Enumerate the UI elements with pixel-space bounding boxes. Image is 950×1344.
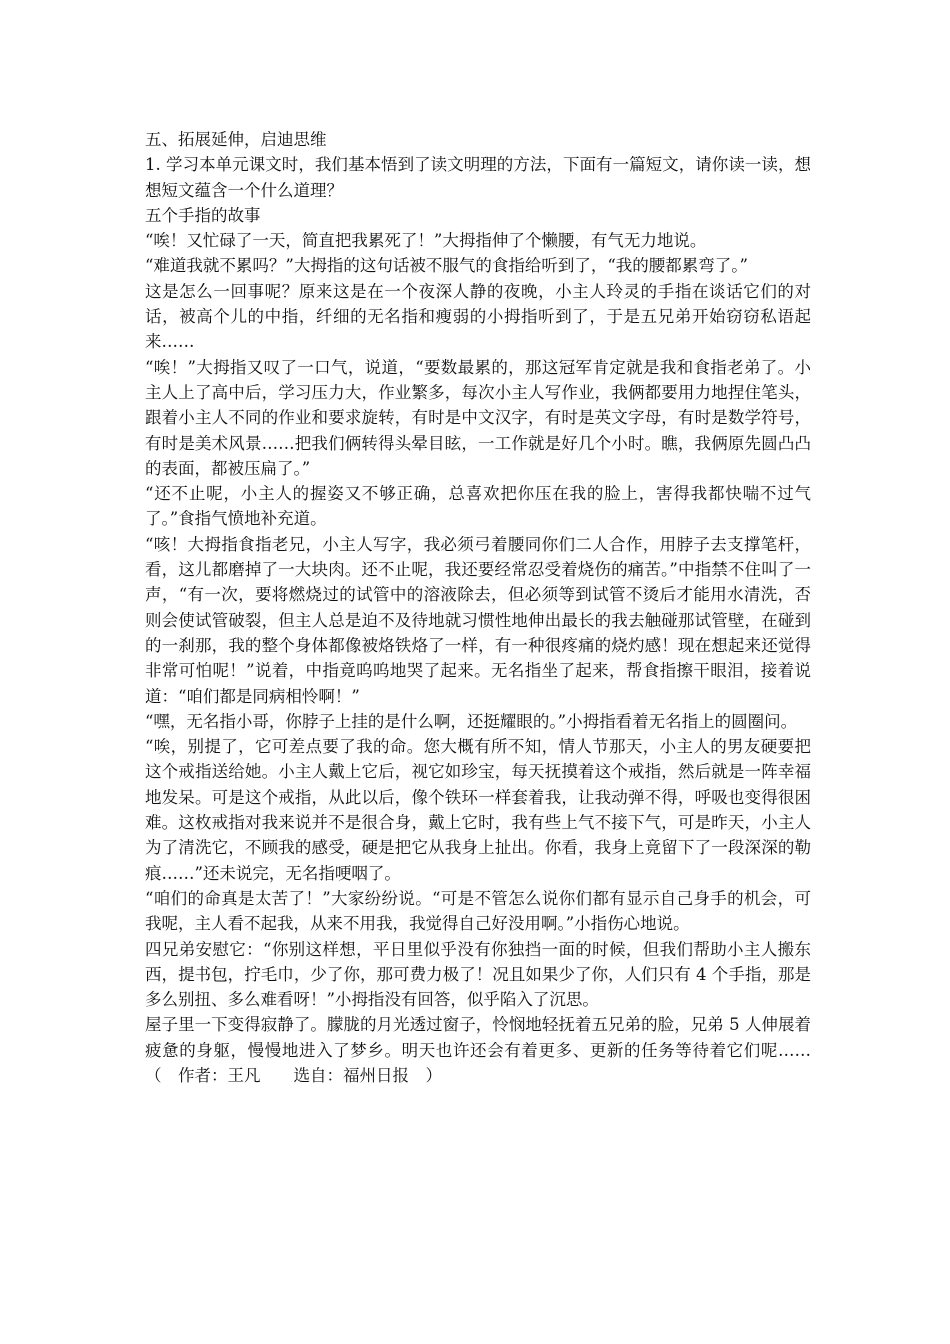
story-paragraph: “难道我就不累吗？”大拇指的这句话被不服气的食指给听到了，“我的腰都累弯了。” [145,256,748,276]
story-paragraph: “嘿，无名指小哥，你脖子上挂的是什么啊，还挺耀眼的。”小拇指看着无名指上的圆圈问。 [145,711,798,731]
story-paragraph: “咱们的命真是太苦了！”大家纷纷说。“可是不管怎么说你们都有显示自己身手的机会，可我呢，主人看不起我，从来不用我，我觉得自己好没用啊。”小指伤心地说。 [145,888,811,934]
section-heading: 五、拓展延伸，启迪思维 [145,130,327,149]
story-paragraph: “唉！又忙碌了一天，简直把我累死了！”大拇指伸了个懒腰，有气无力地说。 [145,231,707,251]
story-paragraph: “唉，别提了，它可差点要了我的命。您大概有所不知，情人节那天，小主人的男友硬要把这个戒指送给她。小主人戴上它后，视它如珍宝，每天抚摸着这个戒指，然后就是一阵幸福地发呆。可是这个戒指，从此以后，像个铁环一样套着我，让我动弹不得，呼吸也变得很困难。这枚戒指对我来说并不是很合身，戴上它时，我有些上气不接下气，可是昨天，小主人为了清洗它，不顾我的感受，硬是把它从我身上扯出。你看，我身上竟留下了一段深深的勒痕……”还未说完，无名指哽咽了。 [145,737,811,883]
question-paragraph: 1. 学习本单元课文时，我们基本悟到了读文明理的方法，下面有一篇短文，请你读一读，想想短文蕴含一个什么道理？ [145,155,811,200]
story-paragraph: 这是怎么一回事呢？原来这是在一个夜深人静的夜晚，小主人玲灵的手指在谈话它们的对话，被高个儿的中指，纤细的无名指和瘦弱的小拇指听到了，于是五兄弟开始窃窃私语起来…… [145,281,811,352]
story-title: 五个手指的故事 [145,205,261,225]
story-paragraph: “还不止呢，小主人的握姿又不够正确，总喜欢把你压在我的脸上，害得我都快喘不过气了。”食指气愤地补充道。 [145,484,811,529]
story-paragraph: “咳！大拇指食指老兄，小主人写字，我必须弓着腰同你们二人合作，用脖子去支撑笔杆，看，这儿都磨掉了一大块肉。还不止呢，我还要经常忍受着烧伤的痛苦。”中指禁不住叫了一声，“有一次，要将燃烧过的试管中的溶液除去，但必须等到试管不烫后才能用水清洗，否则会使试管破裂，但主人总是迫不及待地就习惯性地伸出最长的我去触碰那试管壁，在碰到的一刹那，我的整个身体都像被烙铁烙了一样，有一种很疼痛的烧灼感！现在想起来还觉得非常可怕呢！”说着，中指竟呜呜地哭了起来。无名指坐了起来，帮食指擦干眼泪，接着说道：“咱们都是同病相怜啊！” [145,534,811,706]
story-closing-paragraph: 屋子里一下变得寂静了。朦胧的月光透过窗子，怜悯地轻抚着五兄弟的脸，兄弟 5 人伸展着疲惫的身躯，慢慢地进入了梦乡。明天也许还会有着更多、更新的任务等待着它们呢…… （ 作者：王凡 选自：福州日报 ） [145,1015,828,1085]
story-paragraph: “唉！”大拇指又叹了一口气，说道，“要数最累的，那这冠军肯定就是我和食指老弟了。小主人上了高中后，学习压力大，作业繁多，每次小主人写作业，我俩都要用力地捏住笔头，跟着小主人不同的作业和要求旋转，有时是中文汉字，有时是英文字母，有时是数学符号，有时是美术风景……把我们俩转得头晕目眩，一工作就是好几个小时。瞧，我俩原先圆凸凸的表面，都被压扁了。” [145,357,811,478]
document-body [145,127,828,1088]
story-paragraph: 四兄弟安慰它：“你别这样想，平日里似乎没有你独挡一面的时候，但我们帮助小主人搬东西，提书包，拧毛巾，少了你，那可费力极了！况且如果少了你，人们只有 4 个手指，那是多么别扭、多么难看呀！”小拇指没有回答，似乎陷入了沉思。 [145,939,811,1010]
